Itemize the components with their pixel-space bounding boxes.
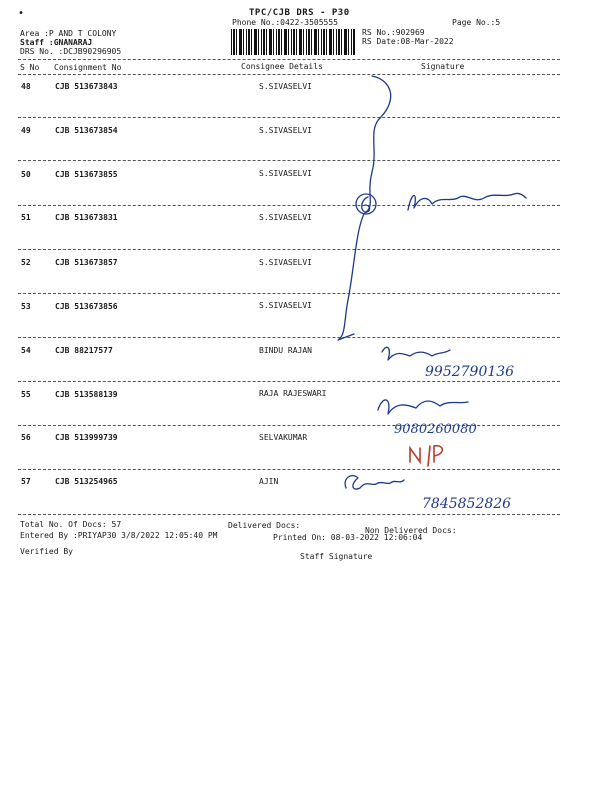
row-divider	[18, 469, 560, 470]
signature-mark	[382, 347, 450, 360]
row-consignee: S.SIVASELVI	[259, 126, 312, 135]
row-consignment: CJB 513588139	[55, 390, 118, 399]
row-sno: 53	[21, 302, 31, 311]
row-consignment: CJB 513254965	[55, 477, 118, 486]
column-header-consignee: Consignee Details	[241, 62, 323, 71]
row-consignee: BINDU RAJAN	[259, 346, 312, 355]
signature-mark	[345, 476, 404, 489]
column-header-consignment: Consignment No	[54, 63, 122, 72]
row-sno: 51	[21, 213, 31, 222]
row-consignment: CJB 513673831	[55, 213, 118, 222]
corner-dot: •	[18, 8, 25, 19]
area-label: Area :P AND T COLONY	[20, 29, 117, 38]
staff-signature-label: Staff Signature	[300, 552, 373, 561]
row-sno: 54	[21, 346, 31, 355]
row-divider	[18, 293, 560, 294]
row-sno: 52	[21, 258, 31, 267]
signature-mark	[408, 193, 526, 210]
handwritten-phone-54: 9952790136	[425, 364, 515, 380]
row-consignment: CJB 513999739	[55, 433, 118, 442]
row-consignee: SELVAKUMAR	[259, 433, 308, 442]
row-divider	[18, 337, 560, 338]
row-consignment: CJB 513673856	[55, 302, 118, 311]
np-p-stroke	[434, 446, 442, 462]
divider	[18, 514, 560, 515]
row-sno: 50	[21, 170, 31, 179]
rs-date: RS Date:08-Mar-2022	[362, 37, 454, 46]
handwritten-phone-57: 7845852826	[422, 496, 512, 512]
row-divider	[18, 205, 560, 206]
row-sno: 57	[21, 477, 31, 486]
row-consignee: AJIN	[259, 477, 279, 486]
printed-on: Printed On: 08-03-2022 12:06:04	[273, 533, 423, 542]
document-title: TPC/CJB DRS - P30	[249, 8, 350, 18]
column-header-sno: S No	[20, 63, 40, 72]
divider	[18, 74, 560, 75]
row-consignment: CJB 513673855	[55, 170, 118, 179]
divider	[18, 59, 560, 60]
row-sno: 48	[21, 82, 31, 91]
row-consignee: S.SIVASELVI	[259, 258, 312, 267]
handwritten-phone-55: 9080260080	[394, 422, 477, 437]
row-divider	[18, 160, 560, 161]
signature-mark	[378, 400, 468, 414]
row-divider	[18, 381, 560, 382]
verified-by-label: Verified By	[20, 547, 73, 556]
row-consignment: CJB 513673857	[55, 258, 118, 267]
staff-label: Staff :GNANARAJ	[20, 38, 93, 47]
column-header-signature: Signature	[421, 62, 465, 71]
circled-number-mark	[356, 194, 376, 214]
row-divider	[18, 117, 560, 118]
rs-number: RS No.:902969	[362, 28, 425, 37]
page-number: Page No.:5	[452, 18, 501, 27]
non-delivered-docs: Non Delivered Docs:	[365, 526, 457, 535]
row-sno: 49	[21, 126, 31, 135]
row-consignee: RAJA RAJESWARI	[259, 389, 327, 398]
total-docs: Total No. Of Docs: 57	[20, 520, 122, 529]
row-sno: 55	[21, 390, 31, 399]
row-consignee: S.SIVASELVI	[259, 82, 312, 91]
row-consignment: CJB 513673843	[55, 82, 118, 91]
entered-by: Entered By :PRIYAP30 3/8/2022 12:05:40 PM	[20, 531, 218, 540]
row-consignee: S.SIVASELVI	[259, 301, 312, 310]
bracket-mark	[338, 76, 391, 340]
row-divider	[18, 249, 560, 250]
row-consignment: CJB 513673854	[55, 126, 118, 135]
row-divider	[18, 425, 560, 426]
np-n-stroke	[410, 448, 420, 462]
barcode	[231, 29, 356, 55]
np-slash-stroke	[428, 446, 430, 466]
row-consignment: CJB 88217577	[55, 346, 113, 355]
drs-number: DRS No. :DCJB90296905	[20, 47, 122, 56]
row-sno: 56	[21, 433, 31, 442]
row-consignee: S.SIVASELVI	[259, 213, 312, 222]
delivered-docs: Delivered Docs:	[228, 521, 301, 530]
phone-number: Phone No.:0422-3505555	[232, 18, 338, 27]
row-consignee: S.SIVASELVI	[259, 169, 312, 178]
